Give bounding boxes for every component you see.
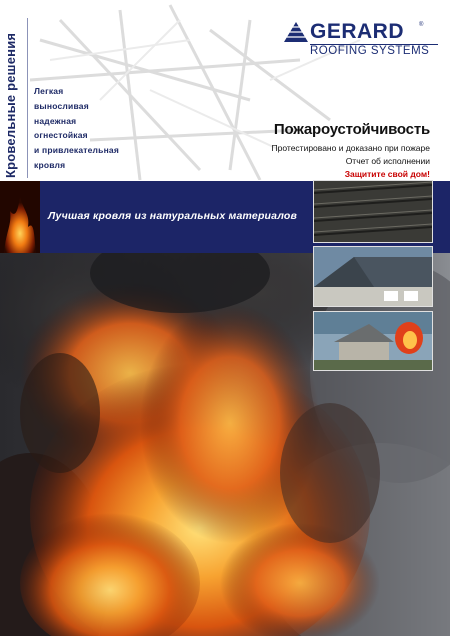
band-tagline: Лучшая кровля из натуральных материалов: [48, 210, 298, 222]
feature-item: огнестойкая: [34, 130, 88, 141]
feature-item: и привлекательная: [34, 145, 119, 156]
headline-line-report: Отчет об исполнении: [345, 156, 430, 166]
logo-registered-mark: ®: [419, 22, 424, 28]
feature-item: Легкая: [34, 86, 64, 96]
headline-line-protect: Защитите свой дом!: [344, 169, 430, 179]
headline-title: Пожароустойчивость: [273, 121, 430, 138]
logo-subtitle: ROOFING SYSTEMS: [310, 45, 430, 57]
logo-brand: GERARD: [310, 20, 405, 43]
side-title-text: Кровельные решения: [3, 32, 18, 178]
headline-line-tested: Протестировано и доказано при пожаре: [271, 143, 430, 153]
side-divider: [27, 18, 28, 178]
feature-item: кровля: [34, 159, 66, 170]
band-flame-image: [0, 181, 40, 253]
feature-item: выносливая: [34, 100, 89, 111]
fire-test-photo: [313, 311, 433, 371]
shingle-texture-photo: [313, 180, 433, 243]
feature-list: [34, 84, 119, 173]
roof-triangle-icon: [284, 22, 308, 42]
house-roof-photo: [313, 246, 433, 307]
headline-block: [272, 121, 430, 179]
gerard-logo: [280, 18, 440, 66]
feature-item: надежная: [34, 115, 77, 126]
